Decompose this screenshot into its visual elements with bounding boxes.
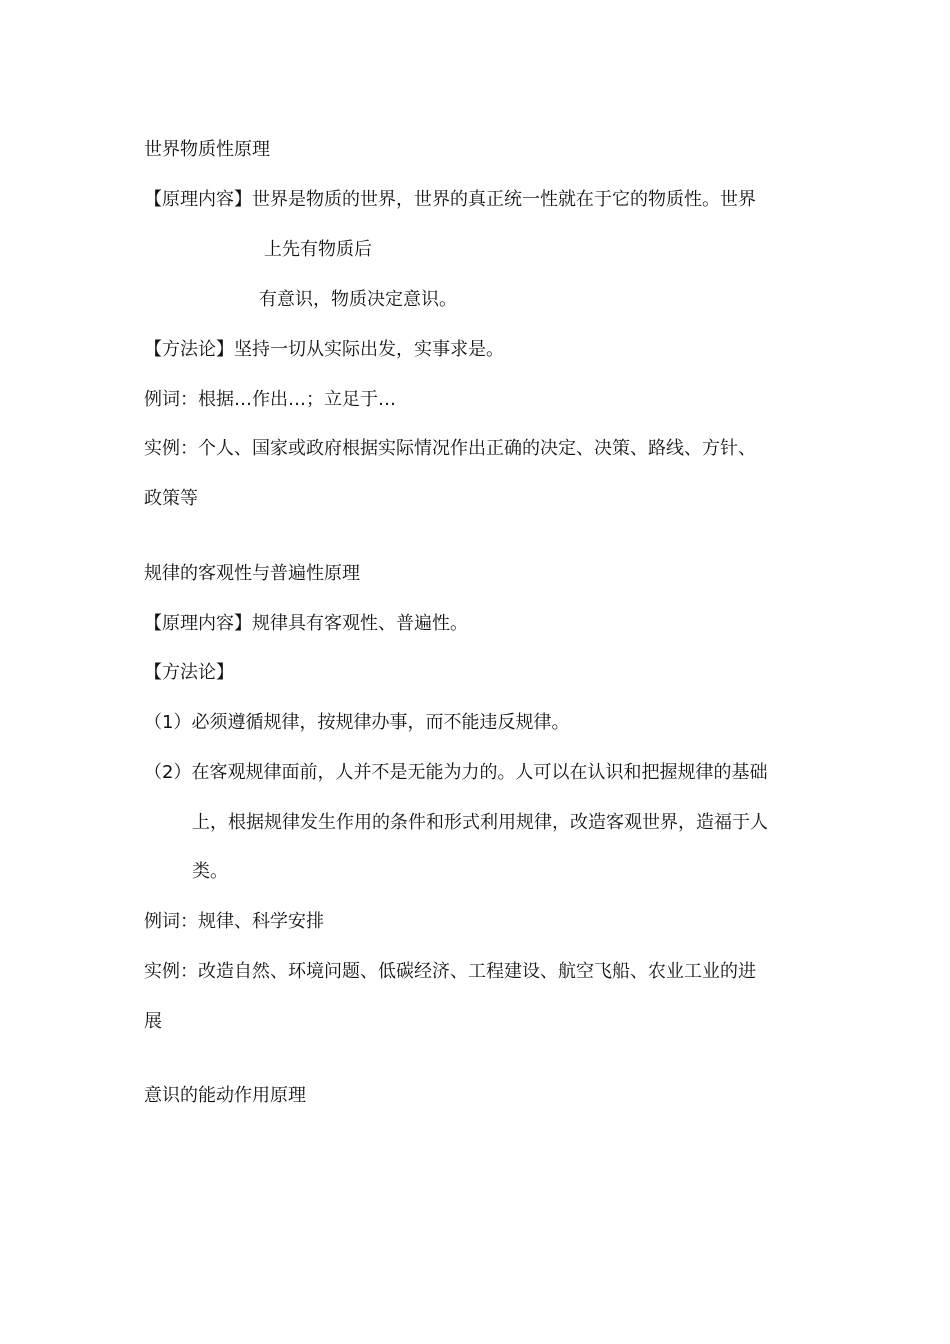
example-continued: 展 <box>144 1011 162 1032</box>
keywords: 例词：根据…作出…；立足于… <box>144 389 396 410</box>
methodology: 【方法论】坚持一切从实际出发，实事求是。 <box>144 339 504 360</box>
method-point-1: （1）必须遵循规律，按规律办事，而不能违反规律。 <box>144 712 570 733</box>
methodology-heading: 【方法论】 <box>144 662 234 683</box>
principle-content: 【原理内容】世界是物质的世界，世界的真正统一性就在于它的物质性。世界 <box>144 189 756 210</box>
principle-content-continued: 有意识，物质决定意识。 <box>259 289 457 310</box>
example-continued: 政策等 <box>144 488 198 509</box>
example: 实例：个人、国家或政府根据实际情况作出正确的决定、决策、路线、方针、 <box>144 438 756 459</box>
example: 实例：改造自然、环境问题、低碳经济、工程建设、航空飞船、农业工业的进 <box>144 961 756 982</box>
principle-content: 【原理内容】规律具有客观性、普遍性。 <box>144 613 468 634</box>
section-title: 世界物质性原理 <box>144 139 270 160</box>
method-point-2-continued: 上，根据规律发生作用的条件和形式利用规律，改造客观世界，造福于人 <box>192 812 768 833</box>
method-point-2-continued: 类。 <box>192 861 228 882</box>
keywords: 例词：规律、科学安排 <box>144 911 324 932</box>
principle-content-continued: 上先有物质后 <box>264 239 372 260</box>
section-title: 意识的能动作用原理 <box>144 1085 306 1106</box>
section-title: 规律的客观性与普遍性原理 <box>144 563 360 584</box>
method-point-2: （2）在客观规律面前，人并不是无能为力的。人可以在认识和把握规律的基础 <box>144 762 768 783</box>
